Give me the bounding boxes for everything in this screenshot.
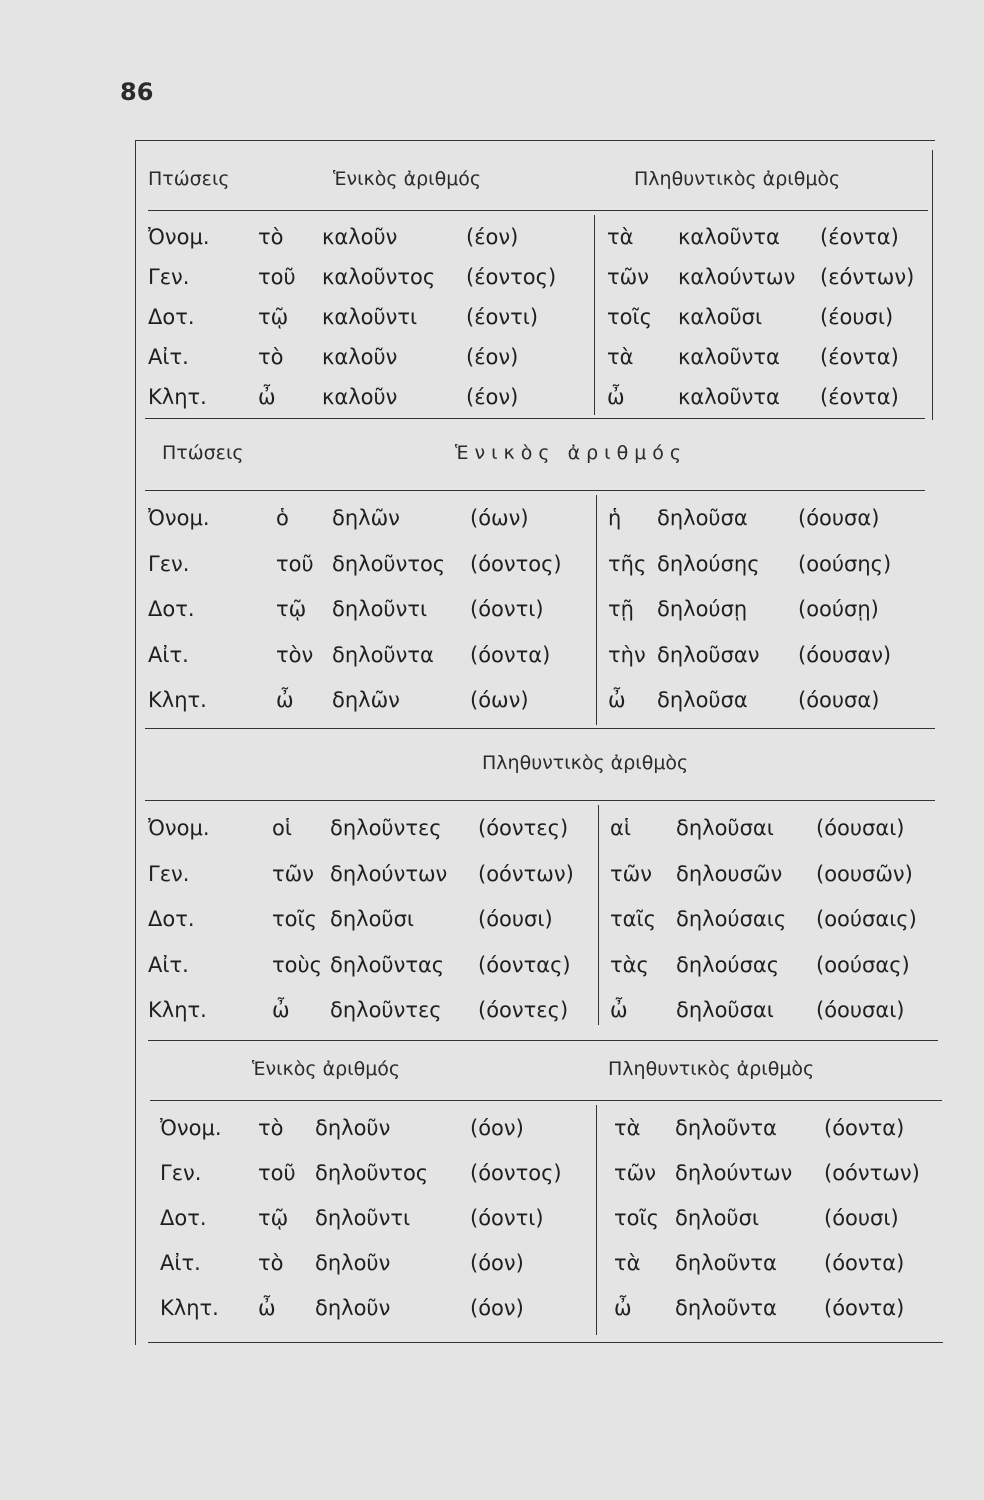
header-plural: Πληθυντικὸς ἀριθμὸς <box>482 752 689 774</box>
case-label: Αἰτ. <box>160 1251 201 1275</box>
original-form: (οούσης) <box>798 551 892 576</box>
word-form: δηλοῦντι <box>332 597 428 621</box>
case-label: Κλητ. <box>160 1296 219 1320</box>
article: τὸν <box>276 642 314 667</box>
page-number: 86 <box>120 78 154 106</box>
table-bottom-rule <box>148 1342 943 1343</box>
original-form: (έοντα) <box>820 225 899 249</box>
original-form: (όοντας) <box>478 952 571 977</box>
original-form: (έοντι) <box>466 305 539 329</box>
word-form: δηλοῦσαι <box>676 816 774 840</box>
article: τὰ <box>607 225 634 249</box>
header-rule <box>148 210 928 211</box>
header-cases: Πτώσεις <box>162 442 244 464</box>
original-form: (εόντων) <box>820 265 915 289</box>
header-rule <box>145 490 925 491</box>
word-form: δηλοῦν <box>315 1116 391 1140</box>
original-form: (όουσαι) <box>816 816 905 840</box>
original-form: (όουσαν) <box>798 642 892 667</box>
case-label: Γεν. <box>160 1161 202 1185</box>
section-rule <box>145 728 935 729</box>
word-form: δηλῶν <box>332 688 400 712</box>
article: τὰς <box>610 952 649 977</box>
word-form: δηλοῦσι <box>675 1206 759 1230</box>
article: ὦ <box>608 688 626 712</box>
word-form: καλούντων <box>678 265 796 289</box>
article: τῶν <box>272 861 314 886</box>
word-form: δηλοῦντα <box>675 1116 777 1140</box>
article: τοὺς <box>272 952 322 977</box>
original-form: (οούσαις) <box>816 907 917 931</box>
table-top-rule <box>135 140 935 141</box>
case-label: Κλητ. <box>148 385 207 409</box>
word-form: δηλοῦντα <box>675 1296 777 1320</box>
word-form: δηλοῦντα <box>675 1251 777 1275</box>
article: τὸ <box>258 1251 284 1275</box>
article: τοῦ <box>258 265 296 289</box>
original-form: (όουσι) <box>478 907 553 931</box>
original-form: (όοντα) <box>470 642 551 667</box>
article: ὦ <box>258 1296 276 1320</box>
original-form: (έον) <box>466 385 519 409</box>
case-label: Δοτ. <box>160 1206 207 1230</box>
word-form: δηλοῦντος <box>332 551 446 576</box>
case-label: Γεν. <box>148 265 190 289</box>
original-form: (έον) <box>466 225 519 249</box>
article: ὦ <box>272 998 290 1022</box>
word-form: δηλοῦν <box>315 1251 391 1275</box>
word-form: δηλούσαις <box>676 907 787 931</box>
case-label: Κλητ. <box>148 998 207 1022</box>
original-form: (οούσας) <box>816 952 910 977</box>
article: τῶν <box>614 1161 656 1185</box>
section-rule <box>145 418 925 419</box>
word-form: δηλοῦντες <box>330 816 442 840</box>
section-rule <box>148 1040 938 1041</box>
word-form: δηλοῦντι <box>315 1206 411 1230</box>
article: τῇ <box>608 597 634 621</box>
article: τοῖς <box>607 305 652 329</box>
article: ὁ <box>276 506 289 530</box>
header-singular: Ἑνικὸς ἀριθμός <box>455 442 688 464</box>
word-form: δηλοῦσαν <box>657 642 760 667</box>
article: τῷ <box>258 1206 289 1230</box>
word-form: δηλοῦσα <box>657 688 748 712</box>
article: τοῖς <box>272 907 317 931</box>
article: ὦ <box>610 998 628 1022</box>
word-form: δηλῶν <box>332 506 400 530</box>
article: τὸ <box>258 345 284 369</box>
original-form: (όουσι) <box>824 1206 899 1230</box>
original-form: (όοντι) <box>470 1206 544 1230</box>
original-form: (όων) <box>470 688 529 712</box>
word-form: καλοῦντος <box>322 265 436 289</box>
original-form: (όοντα) <box>824 1251 905 1275</box>
word-form: καλοῦντα <box>678 385 780 409</box>
case-label: Δοτ. <box>148 305 195 329</box>
word-form: δηλοῦσα <box>657 506 748 530</box>
column-divider <box>596 1105 597 1335</box>
case-label: Κλητ. <box>148 688 207 712</box>
article: τῶν <box>610 861 652 886</box>
header-singular: Ἑνικὸς ἀριθμός <box>252 1058 401 1080</box>
original-form: (όων) <box>470 506 529 530</box>
word-form: καλοῦν <box>322 345 398 369</box>
word-form: δηλούσῃ <box>657 597 748 621</box>
word-form: δηλοῦσι <box>330 907 414 931</box>
article: τὸ <box>258 225 284 249</box>
original-form: (όουσα) <box>798 688 880 712</box>
column-divider <box>594 215 595 415</box>
case-label: Γεν. <box>148 861 190 886</box>
original-form: (έοντα) <box>820 345 899 369</box>
word-form: καλοῦν <box>322 225 398 249</box>
article: ταῖς <box>610 907 656 931</box>
original-form: (έον) <box>466 345 519 369</box>
word-form: καλοῦσι <box>678 305 763 329</box>
article: τοῦ <box>276 551 314 576</box>
header-rule <box>150 1100 942 1101</box>
header-singular: Ἑνικὸς ἀριθμός <box>333 168 482 190</box>
original-form: (όοντες) <box>478 816 569 840</box>
original-form: (οόντων) <box>478 861 574 886</box>
original-form: (όον) <box>470 1251 524 1275</box>
article: οἱ <box>272 816 292 840</box>
case-label: Ὀνομ. <box>148 506 210 530</box>
original-form: (έουσι) <box>820 305 894 329</box>
word-form: δηλούσας <box>676 952 780 977</box>
article: τοῖς <box>614 1206 659 1230</box>
header-cases: Πτώσεις <box>148 168 230 190</box>
original-form: (όοντες) <box>478 998 569 1022</box>
word-form: καλοῦν <box>322 385 398 409</box>
original-form: (έοντος) <box>466 265 557 289</box>
case-label: Αἰτ. <box>148 345 189 369</box>
case-label: Δοτ. <box>148 907 195 931</box>
word-form: δηλουσῶν <box>676 861 783 886</box>
original-form: (όοντα) <box>824 1296 905 1320</box>
column-divider <box>596 495 597 725</box>
original-form: (οουσῶν) <box>816 861 913 886</box>
word-form: καλοῦντα <box>678 345 780 369</box>
word-form: δηλοῦντας <box>330 952 445 977</box>
original-form: (όοντος) <box>470 1161 562 1185</box>
original-form: (όοντα) <box>824 1116 905 1140</box>
case-label: Αἰτ. <box>148 642 189 667</box>
word-form: δηλοῦν <box>315 1296 391 1320</box>
table-right-rule <box>932 150 933 420</box>
article: τὰ <box>614 1251 641 1275</box>
word-form: δηλοῦντα <box>332 642 434 667</box>
article: τῶν <box>607 265 649 289</box>
header-rule <box>145 800 935 801</box>
word-form: δηλούσης <box>657 551 760 576</box>
article: τὸ <box>258 1116 284 1140</box>
original-form: (όοντι) <box>470 597 544 621</box>
original-form: (οόντων) <box>824 1161 920 1185</box>
original-form: (όουσα) <box>798 506 880 530</box>
case-label: Δοτ. <box>148 597 195 621</box>
case-label: Γεν. <box>148 551 190 576</box>
word-form: καλοῦντι <box>322 305 418 329</box>
article: τὰ <box>607 345 634 369</box>
header-plural: Πληθυντικὸς ἀριθμὸς <box>608 1058 815 1080</box>
original-form: (όοντος) <box>470 551 562 576</box>
case-label: Αἰτ. <box>148 952 189 977</box>
article: τῷ <box>258 305 289 329</box>
original-form: (όον) <box>470 1116 524 1140</box>
article: τὰ <box>614 1116 641 1140</box>
column-divider <box>598 805 599 1025</box>
article: τῷ <box>276 597 307 621</box>
word-form: δηλούντων <box>675 1161 793 1185</box>
article: ὦ <box>607 385 625 409</box>
original-form: (όουσαι) <box>816 998 905 1022</box>
article: αἱ <box>610 816 631 840</box>
article: τῆς <box>608 551 647 576</box>
original-form: (όον) <box>470 1296 524 1320</box>
article: ὦ <box>614 1296 632 1320</box>
article: ὦ <box>276 688 294 712</box>
original-form: (έοντα) <box>820 385 899 409</box>
word-form: δηλοῦντος <box>315 1161 429 1185</box>
word-form: καλοῦντα <box>678 225 780 249</box>
header-plural: Πληθυντικὸς ἀριθμὸς <box>634 168 841 190</box>
case-label: Ὀνομ. <box>148 225 210 249</box>
original-form: (οούσῃ) <box>798 597 879 621</box>
word-form: δηλοῦσαι <box>676 998 774 1022</box>
article: τὴν <box>608 642 646 667</box>
table-left-rule <box>135 140 136 1345</box>
word-form: δηλούντων <box>330 861 448 886</box>
case-label: Ὀνομ. <box>160 1116 222 1140</box>
article: ἡ <box>608 506 622 530</box>
article: ὦ <box>258 385 276 409</box>
case-label: Ὀνομ. <box>148 816 210 840</box>
word-form: δηλοῦντες <box>330 998 442 1022</box>
article: τοῦ <box>258 1161 296 1185</box>
